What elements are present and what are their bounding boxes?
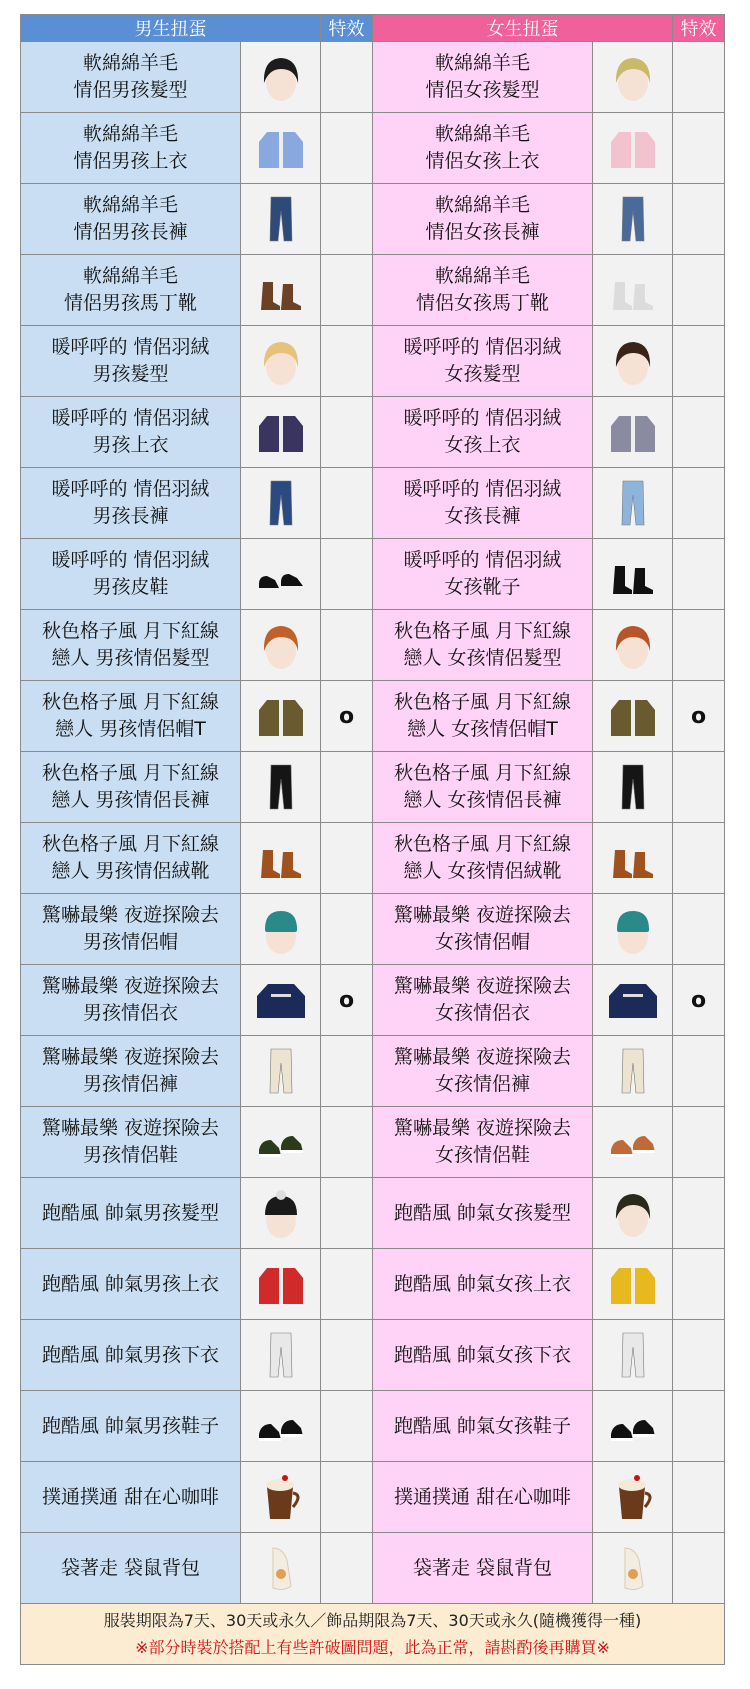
boy-item-image xyxy=(241,1178,321,1249)
boy-item-name-line: 情侶男孩馬丁靴 xyxy=(63,292,197,314)
girl-item-name xyxy=(373,1391,593,1462)
boy-effect-mark: o xyxy=(321,965,373,1036)
boy-item-name xyxy=(21,397,241,468)
boy-item-name-line: 驚嚇最樂 夜遊探險去 xyxy=(41,904,220,926)
boy-item-name xyxy=(21,1533,241,1604)
girl-effect-mark xyxy=(673,1107,725,1178)
girl-item-image xyxy=(593,326,673,397)
pants-icon xyxy=(605,191,661,247)
boy-item-image xyxy=(241,965,321,1036)
cap-icon xyxy=(605,901,661,957)
boy-item-name-line: 男孩皮鞋 xyxy=(92,576,169,598)
girl-effect-mark xyxy=(673,184,725,255)
sweater-icon xyxy=(253,972,309,1028)
beanie-icon xyxy=(253,1185,309,1241)
boy-effect-mark xyxy=(321,539,373,610)
table-row xyxy=(21,1107,725,1178)
girl-item-name xyxy=(373,1036,593,1107)
jacket-icon xyxy=(253,404,309,460)
girl-item-name-line: 情侶女孩馬丁靴 xyxy=(415,292,549,314)
pants-icon xyxy=(253,475,309,531)
footer-notes xyxy=(20,1604,725,1665)
backpack-icon xyxy=(253,1540,309,1596)
boots-icon xyxy=(605,830,661,886)
boy-effect-header: 特效 xyxy=(321,15,373,42)
hair-icon xyxy=(253,617,309,673)
boy-item-name-line: 暖呼呼的 情侶羽絨 xyxy=(51,336,210,358)
girl-item-image xyxy=(593,894,673,965)
girl-item-image xyxy=(593,255,673,326)
boy-item-name-line: 秋色格子風 月下紅線 xyxy=(41,691,220,713)
girl-item-name xyxy=(373,1107,593,1178)
girl-item-name xyxy=(373,681,593,752)
cap-icon xyxy=(253,901,309,957)
hair-icon xyxy=(253,49,309,105)
hair-icon xyxy=(605,333,661,389)
boy-item-name xyxy=(21,1462,241,1533)
pants-icon xyxy=(605,475,661,531)
boy-item-name-line: 男孩長褲 xyxy=(92,505,169,527)
girl-item-name xyxy=(373,823,593,894)
boy-item-image xyxy=(241,539,321,610)
boy-effect-mark xyxy=(321,184,373,255)
girl-item-name-line: 袋著走 袋鼠背包 xyxy=(412,1556,553,1579)
boy-effect-mark xyxy=(321,1533,373,1604)
boy-item-name-line: 男孩情侶褲 xyxy=(82,1073,178,1095)
boy-item-name-line: 男孩情侶帽 xyxy=(82,931,178,953)
boy-effect-mark xyxy=(321,823,373,894)
boy-item-name-line: 戀人 男孩情侶髮型 xyxy=(51,647,210,669)
boy-item-name-line: 暖呼呼的 情侶羽絨 xyxy=(51,478,210,500)
girl-item-name-line: 秋色格子風 月下紅線 xyxy=(393,620,572,642)
boy-effect-mark xyxy=(321,894,373,965)
boy-item-name-line: 跑酷風 帥氣男孩髮型 xyxy=(41,1201,220,1224)
girl-effect-mark xyxy=(673,397,725,468)
pants-icon xyxy=(253,191,309,247)
boy-item-name-line: 撲通撲通 甜在心咖啡 xyxy=(41,1485,220,1508)
girl-item-image xyxy=(593,397,673,468)
girl-item-name-line: 軟綿綿羊毛 xyxy=(434,52,530,74)
boy-effect-mark xyxy=(321,468,373,539)
girl-item-name-line: 驚嚇最樂 夜遊探險去 xyxy=(393,1046,572,1068)
pants-icon xyxy=(253,1043,309,1099)
girl-effect-mark xyxy=(673,1462,725,1533)
girl-item-name-line: 戀人 女孩情侶髮型 xyxy=(403,647,562,669)
girl-effect-mark xyxy=(673,113,725,184)
sweater-icon xyxy=(605,972,661,1028)
boy-item-image xyxy=(241,1391,321,1462)
girl-item-name-line: 暖呼呼的 情侶羽絨 xyxy=(403,478,562,500)
table-row xyxy=(21,1391,725,1462)
boy-item-name-line: 跑酷風 帥氣男孩鞋子 xyxy=(41,1414,220,1437)
boy-item-name xyxy=(21,1320,241,1391)
boots-icon xyxy=(253,830,309,886)
boy-item-name-line: 秋色格子風 月下紅線 xyxy=(41,762,220,784)
girl-effect-mark xyxy=(673,894,725,965)
jacket-icon xyxy=(253,120,309,176)
girl-item-image xyxy=(593,1178,673,1249)
boy-item-name-line: 秋色格子風 月下紅線 xyxy=(41,620,220,642)
hair-icon xyxy=(605,49,661,105)
boy-item-name-line: 驚嚇最樂 夜遊探險去 xyxy=(41,975,220,997)
girl-item-image xyxy=(593,965,673,1036)
girl-item-name xyxy=(373,1249,593,1320)
boots-icon xyxy=(605,546,661,602)
boy-item-name-line: 軟綿綿羊毛 xyxy=(82,123,178,145)
boy-effect-mark xyxy=(321,1249,373,1320)
pants-icon xyxy=(253,759,309,815)
boy-item-name xyxy=(21,255,241,326)
sneaker-icon xyxy=(605,1398,661,1454)
boy-effect-mark xyxy=(321,113,373,184)
boy-item-image xyxy=(241,1107,321,1178)
boy-effect-mark xyxy=(321,397,373,468)
table-row xyxy=(21,1249,725,1320)
boy-item-name xyxy=(21,965,241,1036)
coffee-icon xyxy=(253,1469,309,1525)
boy-effect-mark xyxy=(321,1178,373,1249)
girl-item-name-line: 情侶女孩髮型 xyxy=(425,79,540,101)
table-row xyxy=(21,1533,725,1604)
jacket-icon xyxy=(253,1256,309,1312)
girl-item-image xyxy=(593,823,673,894)
girl-item-name-line: 驚嚇最樂 夜遊探險去 xyxy=(393,975,572,997)
boy-item-image xyxy=(241,255,321,326)
boy-item-image xyxy=(241,1462,321,1533)
girl-gacha-header: 女生扭蛋 xyxy=(373,15,673,42)
sneaker-icon xyxy=(253,1114,309,1170)
girl-item-name-line: 跑酷風 帥氣女孩髮型 xyxy=(393,1201,572,1224)
girl-item-name-line: 戀人 女孩情侶長褲 xyxy=(403,789,562,811)
girl-item-name-line: 軟綿綿羊毛 xyxy=(434,194,530,216)
boy-item-image xyxy=(241,184,321,255)
girl-item-name xyxy=(373,965,593,1036)
girl-item-name-line: 女孩情侶帽 xyxy=(434,931,530,953)
pants-icon xyxy=(605,1327,661,1383)
girl-effect-mark xyxy=(673,823,725,894)
girl-item-name xyxy=(373,326,593,397)
boy-item-name xyxy=(21,1036,241,1107)
girl-item-name-line: 女孩情侶衣 xyxy=(434,1002,530,1024)
boy-item-name xyxy=(21,610,241,681)
girl-item-image xyxy=(593,539,673,610)
girl-item-name-line: 軟綿綿羊毛 xyxy=(434,123,530,145)
table-header-row xyxy=(21,15,725,42)
boy-effect-mark xyxy=(321,1107,373,1178)
girl-item-name-line: 情侶女孩上衣 xyxy=(425,150,540,172)
table-row xyxy=(21,1320,725,1391)
coffee-icon xyxy=(605,1469,661,1525)
boy-effect-mark xyxy=(321,42,373,113)
girl-item-name-line: 驚嚇最樂 夜遊探險去 xyxy=(393,904,572,926)
boy-item-name-line: 軟綿綿羊毛 xyxy=(82,194,178,216)
table-row xyxy=(21,681,725,752)
girl-effect-mark xyxy=(673,1036,725,1107)
boy-item-image xyxy=(241,397,321,468)
girl-item-name xyxy=(373,397,593,468)
girl-item-image xyxy=(593,1249,673,1320)
girl-effect-mark xyxy=(673,468,725,539)
hair-icon xyxy=(253,333,309,389)
boy-item-name xyxy=(21,326,241,397)
girl-item-name xyxy=(373,468,593,539)
girl-item-name-line: 女孩髮型 xyxy=(444,363,521,385)
table-row xyxy=(21,823,725,894)
jacket-icon xyxy=(605,404,661,460)
girl-effect-mark xyxy=(673,1320,725,1391)
boy-item-name xyxy=(21,113,241,184)
jacket-icon xyxy=(605,120,661,176)
boy-effect-mark xyxy=(321,255,373,326)
table-row xyxy=(21,184,725,255)
boy-item-name xyxy=(21,184,241,255)
girl-item-name-line: 秋色格子風 月下紅線 xyxy=(393,691,572,713)
boy-item-name-line: 跑酷風 帥氣男孩上衣 xyxy=(41,1272,220,1295)
boy-item-name-line: 秋色格子風 月下紅線 xyxy=(41,833,220,855)
girl-item-image xyxy=(593,681,673,752)
boots-icon xyxy=(605,262,661,318)
table-row xyxy=(21,965,725,1036)
boy-item-name xyxy=(21,752,241,823)
girl-item-name-line: 戀人 女孩情侶絨靴 xyxy=(403,860,562,882)
girl-item-image xyxy=(593,1391,673,1462)
girl-item-image xyxy=(593,113,673,184)
boy-item-image xyxy=(241,1533,321,1604)
boy-item-image xyxy=(241,894,321,965)
table-row xyxy=(21,113,725,184)
table-row xyxy=(21,468,725,539)
boy-item-name-line: 男孩情侶衣 xyxy=(82,1002,178,1024)
boy-item-name-line: 軟綿綿羊毛 xyxy=(82,265,178,287)
boy-gacha-header: 男生扭蛋 xyxy=(21,15,321,42)
girl-item-name xyxy=(373,610,593,681)
girl-effect-header: 特效 xyxy=(673,15,725,42)
girl-item-image xyxy=(593,1533,673,1604)
boy-item-name xyxy=(21,681,241,752)
girl-item-name xyxy=(373,113,593,184)
girl-item-name xyxy=(373,752,593,823)
table-row xyxy=(21,1178,725,1249)
girl-item-name-line: 跑酷風 帥氣女孩上衣 xyxy=(393,1272,572,1295)
girl-item-name xyxy=(373,184,593,255)
boy-effect-mark xyxy=(321,1462,373,1533)
table-row xyxy=(21,610,725,681)
boy-item-image xyxy=(241,823,321,894)
boy-effect-mark xyxy=(321,1320,373,1391)
girl-item-name xyxy=(373,1320,593,1391)
girl-effect-mark: o xyxy=(673,681,725,752)
boy-item-image xyxy=(241,1036,321,1107)
sneaker-icon xyxy=(605,1114,661,1170)
jacket-icon xyxy=(605,688,661,744)
table-row xyxy=(21,539,725,610)
pants-icon xyxy=(605,1043,661,1099)
boy-item-image xyxy=(241,113,321,184)
girl-effect-mark xyxy=(673,1178,725,1249)
boy-item-name xyxy=(21,539,241,610)
girl-item-name-line: 軟綿綿羊毛 xyxy=(434,265,530,287)
boy-item-name-line: 袋著走 袋鼠背包 xyxy=(60,1556,201,1579)
boy-item-name-line: 戀人 男孩情侶帽T xyxy=(55,718,206,740)
girl-item-image xyxy=(593,1107,673,1178)
girl-item-image xyxy=(593,1320,673,1391)
girl-item-name xyxy=(373,894,593,965)
pants-icon xyxy=(253,1327,309,1383)
table-row xyxy=(21,397,725,468)
girl-item-image xyxy=(593,42,673,113)
table-row xyxy=(21,255,725,326)
table-row xyxy=(21,894,725,965)
boy-item-image xyxy=(241,468,321,539)
boy-effect-mark xyxy=(321,1391,373,1462)
girl-item-name xyxy=(373,255,593,326)
girl-item-name-line: 跑酷風 帥氣女孩鞋子 xyxy=(393,1414,572,1437)
boy-item-name-line: 情侶男孩長褲 xyxy=(73,221,188,243)
girl-item-name-line: 戀人 女孩情侶帽T xyxy=(407,718,558,740)
boy-item-name-line: 驚嚇最樂 夜遊探險去 xyxy=(41,1046,220,1068)
sneaker-icon xyxy=(253,1398,309,1454)
boy-item-name-line: 暖呼呼的 情侶羽絨 xyxy=(51,407,210,429)
table-row xyxy=(21,752,725,823)
girl-item-name-line: 暖呼呼的 情侶羽絨 xyxy=(403,549,562,571)
girl-item-name-line: 跑酷風 帥氣女孩下衣 xyxy=(393,1343,572,1366)
boy-item-image xyxy=(241,752,321,823)
girl-item-name-line: 情侶女孩長褲 xyxy=(425,221,540,243)
boy-item-name xyxy=(21,42,241,113)
girl-effect-mark xyxy=(673,1533,725,1604)
boy-item-name xyxy=(21,1249,241,1320)
boy-item-image xyxy=(241,326,321,397)
girl-item-name-line: 暖呼呼的 情侶羽絨 xyxy=(403,407,562,429)
girl-effect-mark xyxy=(673,326,725,397)
girl-effect-mark xyxy=(673,1249,725,1320)
boy-effect-mark xyxy=(321,752,373,823)
hair-icon xyxy=(605,1185,661,1241)
boy-item-image xyxy=(241,1249,321,1320)
girl-item-name-line: 女孩長褲 xyxy=(444,505,521,527)
table-row xyxy=(21,42,725,113)
boy-item-name-line: 男孩上衣 xyxy=(92,434,169,456)
girl-effect-mark xyxy=(673,42,725,113)
girl-effect-mark xyxy=(673,752,725,823)
gacha-item-table xyxy=(20,14,725,1604)
jacket-icon xyxy=(253,688,309,744)
girl-item-name xyxy=(373,42,593,113)
girl-effect-mark: o xyxy=(673,965,725,1036)
pants-icon xyxy=(605,759,661,815)
girl-item-name-line: 暖呼呼的 情侶羽絨 xyxy=(403,336,562,358)
boy-item-image xyxy=(241,610,321,681)
girl-effect-mark xyxy=(673,255,725,326)
boy-item-name-line: 戀人 男孩情侶長褲 xyxy=(51,789,210,811)
girl-item-name-line: 女孩情侶鞋 xyxy=(434,1144,530,1166)
girl-item-name xyxy=(373,539,593,610)
jacket-icon xyxy=(605,1256,661,1312)
boy-item-name-line: 暖呼呼的 情侶羽絨 xyxy=(51,549,210,571)
duration-note: 服裝期限為7天、30天或永久／飾品期限為7天、30天或永久(隨機獲得一種) xyxy=(103,1611,642,1630)
boy-effect-mark xyxy=(321,1036,373,1107)
girl-item-name-line: 驚嚇最樂 夜遊探險去 xyxy=(393,1117,572,1139)
girl-effect-mark xyxy=(673,1391,725,1462)
boy-item-name xyxy=(21,1391,241,1462)
boy-item-name-line: 軟綿綿羊毛 xyxy=(82,52,178,74)
girl-item-name-line: 秋色格子風 月下紅線 xyxy=(393,762,572,784)
gacha-table-container xyxy=(20,14,725,1665)
girl-item-name-line: 女孩靴子 xyxy=(444,576,521,598)
boy-effect-mark: o xyxy=(321,681,373,752)
shoes-icon xyxy=(253,546,309,602)
girl-item-image xyxy=(593,1462,673,1533)
boy-effect-mark xyxy=(321,610,373,681)
table-row xyxy=(21,1036,725,1107)
boy-item-name-line: 男孩情侶鞋 xyxy=(82,1144,178,1166)
boy-item-name xyxy=(21,468,241,539)
boy-item-name-line: 情侶男孩上衣 xyxy=(73,150,188,172)
boy-item-name-line: 戀人 男孩情侶絨靴 xyxy=(51,860,210,882)
girl-item-image xyxy=(593,752,673,823)
girl-item-name-line: 撲通撲通 甜在心咖啡 xyxy=(393,1485,572,1508)
backpack-icon xyxy=(605,1540,661,1596)
girl-item-name xyxy=(373,1462,593,1533)
boy-item-name-line: 情侶男孩髮型 xyxy=(73,79,188,101)
girl-item-name-line: 女孩上衣 xyxy=(444,434,521,456)
girl-item-name-line: 女孩情侶褲 xyxy=(434,1073,530,1095)
girl-item-name xyxy=(373,1178,593,1249)
warning-note: ※部分時裝於搭配上有些許破圖問題，此為正常，請斟酌後再購買※ xyxy=(135,1638,610,1657)
boots-icon xyxy=(253,262,309,318)
boy-item-image xyxy=(241,1320,321,1391)
boy-item-name-line: 跑酷風 帥氣男孩下衣 xyxy=(41,1343,220,1366)
girl-effect-mark xyxy=(673,610,725,681)
hair-icon xyxy=(605,617,661,673)
table-row xyxy=(21,1462,725,1533)
girl-item-image xyxy=(593,1036,673,1107)
girl-item-image xyxy=(593,610,673,681)
girl-item-name xyxy=(373,1533,593,1604)
boy-effect-mark xyxy=(321,326,373,397)
boy-item-name xyxy=(21,894,241,965)
girl-effect-mark xyxy=(673,539,725,610)
boy-item-name xyxy=(21,1178,241,1249)
boy-item-name xyxy=(21,1107,241,1178)
boy-item-name-line: 男孩髮型 xyxy=(92,363,169,385)
boy-item-name xyxy=(21,823,241,894)
boy-item-name-line: 驚嚇最樂 夜遊探險去 xyxy=(41,1117,220,1139)
table-row xyxy=(21,326,725,397)
girl-item-image xyxy=(593,184,673,255)
boy-item-image xyxy=(241,42,321,113)
girl-item-image xyxy=(593,468,673,539)
girl-item-name-line: 秋色格子風 月下紅線 xyxy=(393,833,572,855)
boy-item-image xyxy=(241,681,321,752)
